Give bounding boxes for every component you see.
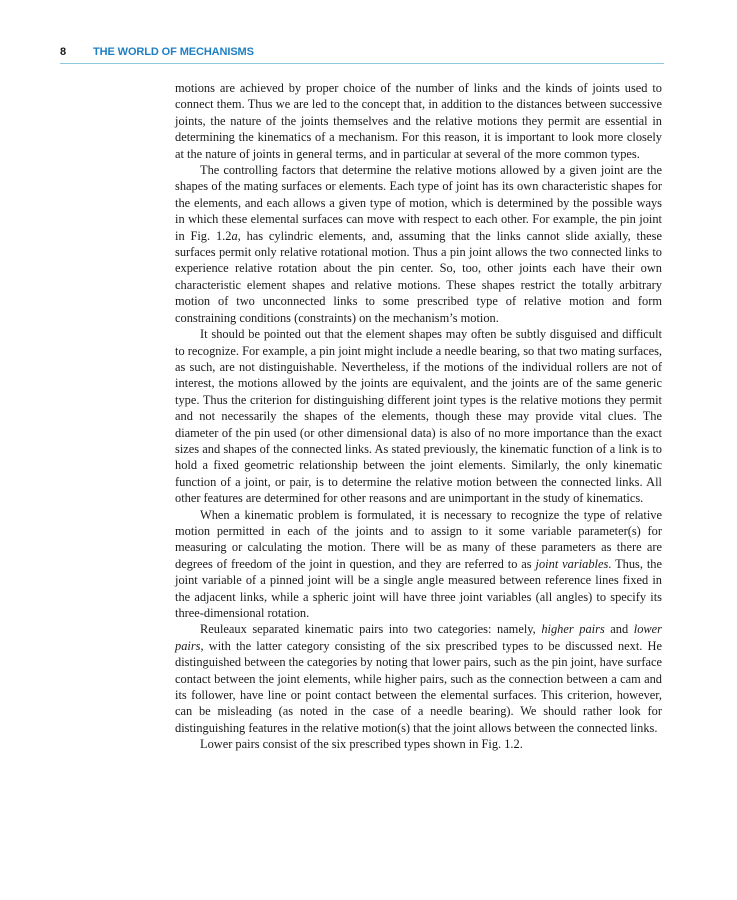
body-text xyxy=(175,80,662,753)
paragraph-4: When a kinematic problem is formulated, it is necessary to recognize the type of relative motion permitted in each of the joints and to assign to it some variable parameter(s) for measuring or calculating the motion. There will be as many of these parameters as there are degrees of freedom of the joint in question, and they are referred to as joint variables. Thus, the joint variable of a pinned joint will be a single angle measured between reference lines fixed in the adjacent links, while a spheric joint will have three joint variables (all angles) to specify its three-dimensional rotation. xyxy=(175,507,662,620)
paragraph-5: Reuleaux separated kinematic pairs into two categories: namely, higher pairs and lower pairs, with the latter category consisting of the six prescribed types to be discussed next. He distinguished between the categories by noting that lower pairs, such as the pin joint, have surface contact between the joint elements, while higher pairs, such as the connection between a cam and its follower, have line or point contact between the elemental surfaces. This criterion, however, can be misleading (as noted in the case of a needle bearing). We should rather look for distinguishing features in the relative motion(s) that the joint allows between the connected links. xyxy=(175,622,662,735)
paragraph-6: Lower pairs consist of the six prescribed types shown in Fig. 1.2. xyxy=(200,737,523,752)
page-number: 8 xyxy=(60,46,67,58)
chapter-title: THE WORLD OF MECHANISMS xyxy=(93,46,254,58)
paragraph-2: The controlling factors that determine the relative motions allowed by a given joint are the shapes of the mating surfaces or elements. Each type of joint has its own characteristic shapes for the elements, and each allows a given type of motion, which is determined by the possible ways in which these elemental surfaces can move with respect to each other. For example, the pin joint in Fig. 1.2a, has cylindric elements, and, assuming that the links cannot slide axially, these surfaces permit only relative rotational motion. Thus a pin joint allows the two connected links to experience relative rotation about the pin center. So, too, other joints each have their own characteristic element shapes and relative motions. These shapes restrict the totally arbitrary motion of two unconnected links to some prescribed type of relative motion and form constraining conditions (constraints) on the mechanism’s motion. xyxy=(175,163,662,325)
paragraph-1: motions are achieved by proper choice of the number of links and the kinds of joints used to connect them. Thus we are led to the concept that, in addition to the distances between successive joints, the nature of the joints themselves and the relative motions they permit are essential in determining the kinematics of a mechanism. For this reason, it is important to look more closely at the nature of joints in general terms, and in particular at several of the more common types. xyxy=(175,81,662,161)
running-header xyxy=(60,45,664,64)
paragraph-3: It should be pointed out that the element shapes may often be subtly disguised and difficult to recognize. For example, a pin joint might include a needle bearing, so that two mating surfaces, as such, are not distinguishable. Nevertheless, if the motions of the individual rollers are not of interest, the motions allowed by the joints are equivalent, and the joints are of the same generic type. Thus the criterion for distinguishing different joint types is the relative motions they permit and not necessarily the shapes of the elements, though these may provide vital clues. The diameter of the pin used (or other dimensional data) is also of no more importance than the exact sizes and shapes of the connected links. As stated previously, the kinematic function of a link is to hold a fixed geometric relationship between the joint elements. Similarly, the only kinematic function of a joint, or pair, is to determine the relative motion between the connected links. All other features are determined for other reasons and are unimportant in the study of kinematics. xyxy=(175,327,662,506)
